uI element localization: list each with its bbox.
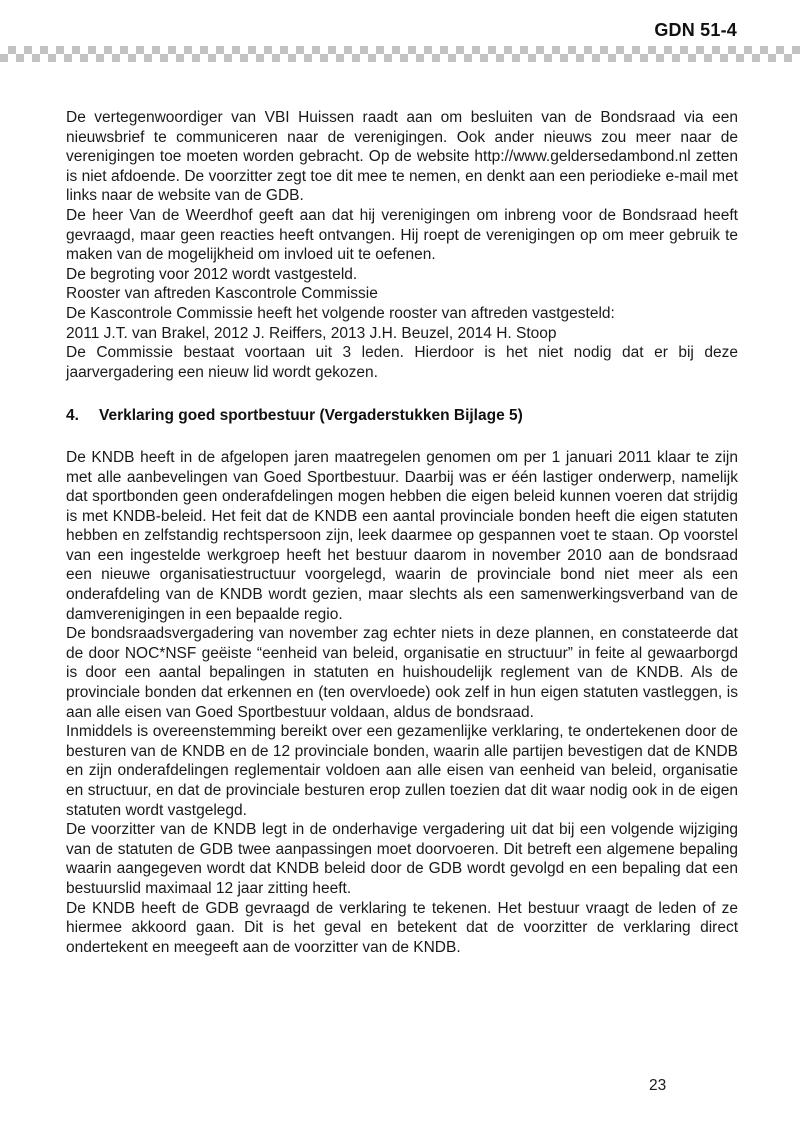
paragraph-begroting-2012: De begroting voor 2012 wordt vastgesteld. [66,265,358,283]
paragraph-kascontrole-rooster: De Kascontrole Commissie heeft het volgende rooster van aftreden vastgesteld: [66,304,615,322]
section-heading [66,406,738,426]
checkered-divider [0,46,800,62]
paragraph-van-de-weerdhof: De heer Van de Weerdhof geeft aan dat hij verenigingen om inbreng voor de Bondsraad heeft gevraagd, maar geen reacties heeft ontvangen. Hij roept de verenigingen op om meer gebruik te maken van de mogelijkheid om invloed uit te oefenen. [66,206,738,264]
document-code-header: GDN 51-4 [654,20,737,40]
page-content [66,108,738,957]
paragraph-rooster-aftreden-titel: Rooster van aftreden Kascontrole Commissie [66,285,378,303]
paragraph-bondsraad-nieuwsbrief: De vertegenwoordiger van VBI Huissen raadt aan om besluiten van de Bondsraad via een nieuwsbrief te communiceren naar de verenigingen. Ook ander nieuws zou meer naar de verenigingen toe moeten worden gebracht. Op de website http://www.geldersedambond.nl zetten is niet afdoende. De voorzitter zegt toe dit mee te nemen, en denkt aan een periodieke e-mail met links naar de website van de GDB. [66,109,738,205]
paragraph-bondsraadsvergadering-november: De bondsraadsvergadering van november zag echter niets in deze plannen, en constateerde dat de door NOC*NSF geëiste “eenheid van beleid, organisatie en structuur” in feite al gewaarborgd is door een aantal bepalingen in statuten en huishoudelijk reglement van de KNDB. Als de provinciale bonden dat erkennen en (ten overvloede) ook zelf in hun eigen statuten vastleggen, is aan alle eisen van Goed Sportbestuur voldaan, aldus de bondsraad. [66,625,738,721]
paragraph-kndb-maatregelen: De KNDB heeft in de afgelopen jaren maatregelen genomen om per 1 januari 2011 klaar te zijn met alle aanbevelingen van Goed Sportbestuur. Daarbij was er één lastiger onderwerp, namelijk dat sportbonden geen onderafdelingen mogen hebben die eigen beleid kunnen voeren dat strijdig is met KNDB-beleid. Het feit dat de KNDB een aantal provinciale bonden heeft die eigen statuten hebben en zelfstandig rechtspersoon zijn, leek daarmee op gespannen voet te staan. Op voorstel van een ingestelde werkgroep heeft het bestuur daarom in november 2010 aan de bondsraad een nieuwe organisatiestructuur voorgelegd, waarin de provinciale bond niet meer als een onderafdeling van de KNDB wordt gezien, maar slechts als een samenwerkingsverband van de damverenigingen in een bepaalde regio. [66,448,738,623]
paragraph-commissie-drie-leden: De Commissie bestaat voortaan uit 3 leden. Hierdoor is het niet nodig dat er bij deze jaarvergadering een nieuw lid wordt gekozen. [66,344,738,381]
section-number: 4. [66,407,79,425]
section-title: Verklaring goed sportbestuur (Vergaderstukken Bijlage 5) [99,407,523,425]
paragraph-rooster-jaren: 2011 J.T. van Brakel, 2012 J. Reiffers, 2013 J.H. Beuzel, 2014 H. Stoop [66,324,557,342]
paragraph-statuten-aanpassingen: De voorzitter van de KNDB legt in de onderhavige vergadering uit dat bij een volgende wijziging van de statuten de GDB twee aanpassingen moet doorvoeren. Dit betreft een algemene bepaling waarin aangegeven wordt dat KNDB beleid door de GDB wordt gevolgd en een bepaling dat een bestuurslid maximaal 12 jaar zitting heeft. [66,821,738,897]
paragraph-verklaring-tekenen: De KNDB heeft de GDB gevraagd de verklaring te tekenen. Het bestuur vraagt de leden of ze hiermee akkoord gaan. Dit is het geval en betekent dat de voorzitter de verklaring direct ondertekent en meegeeft aan de voorzitter van de KNDB. [66,899,738,956]
page-number: 23 [649,1077,667,1094]
paragraph-gezamenlijke-verklaring: Inmiddels is overeenstemming bereikt over een gezamenlijke verklaring, te ondertekenen door de besturen van de KNDB en de 12 provinciale bonden, waarin alle partijen bevestigen dat de KNDB en zijn onderafdelingen reglementair voldoen aan alle eisen van eenheid van beleid, organisatie en structuur, en dat de provinciale besturen erop zullen toezien dat dit waar nodig ook in de eigen statuten wordt vastgelegd. [66,723,738,819]
